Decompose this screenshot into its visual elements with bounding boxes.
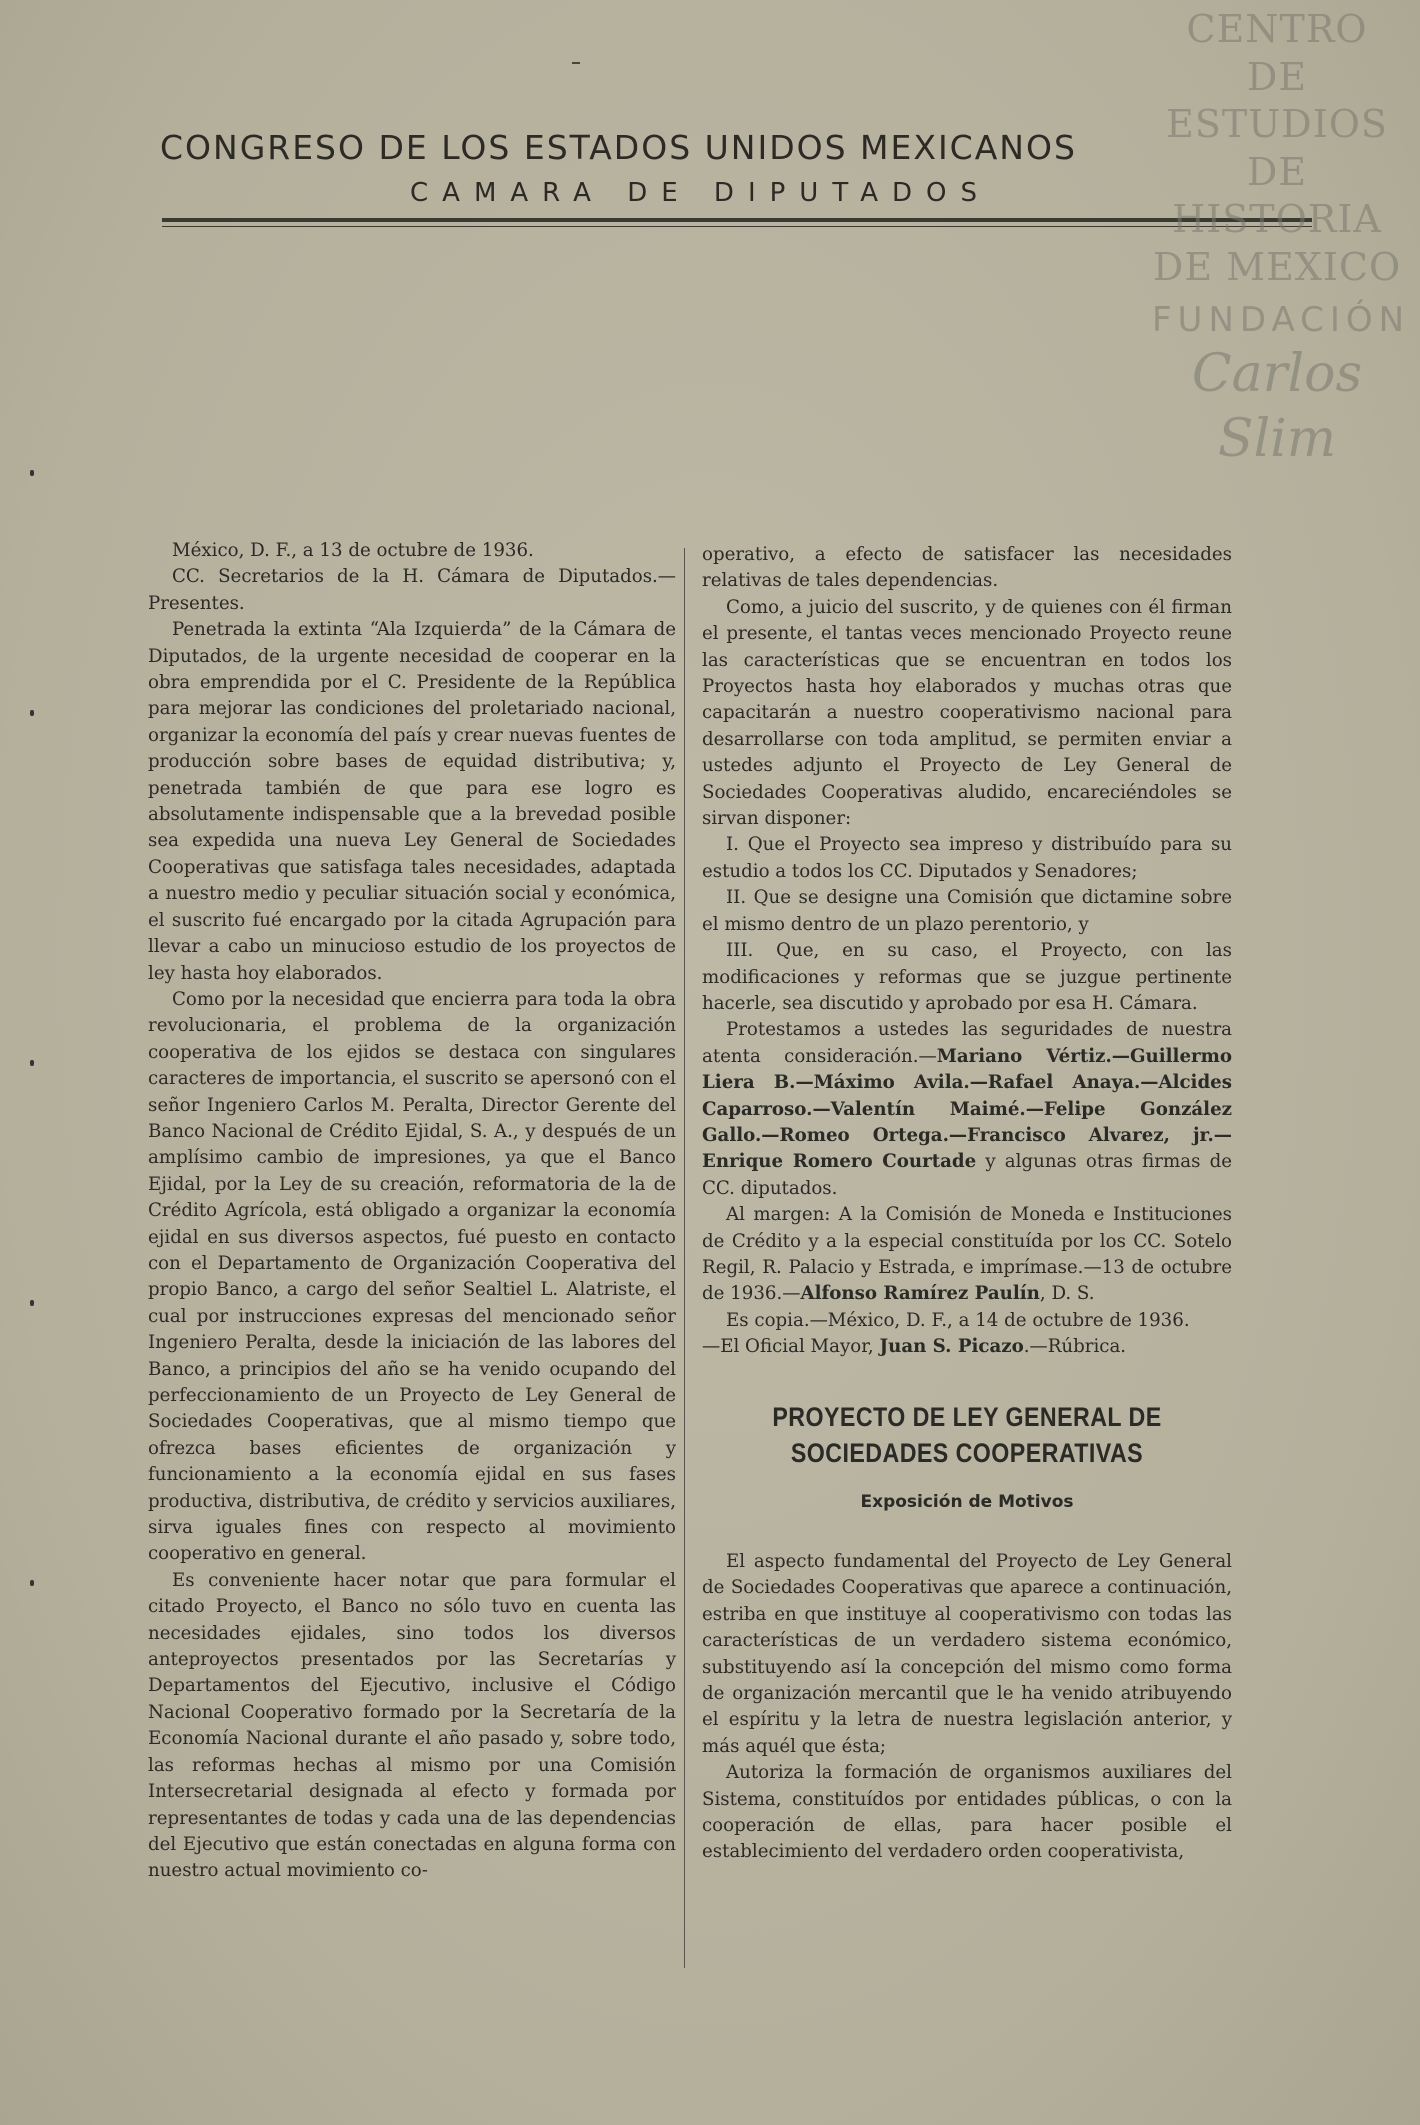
letter-date: México, D. F., a 13 de octubre de 1936. (172, 540, 534, 561)
left-column (148, 538, 676, 1885)
closing-paragraph (702, 1017, 1232, 1202)
header-rule (162, 218, 1312, 222)
header-rule-thin (162, 226, 1312, 227)
column-divider (684, 548, 685, 1968)
letter-salutation: CC. Secretarios de la H. Cámara de Diputados.— Presentes. (148, 566, 676, 614)
signature-name: Juan S. Picazo (879, 1336, 1024, 1358)
page-mark (572, 62, 580, 64)
watermark-line: ESTUDIOS (1166, 102, 1388, 146)
signature-line (702, 1334, 1232, 1360)
paragraph: Es conveniente hacer notar que para formular el citado Proyecto, el Banco no sólo tuvo en cuenta las necesidades ejidales, sino todos los diversos anteproyectos presentados por las Secretarías y Departamentos del Ejecutivo, inclusive el Código Nacional Cooperativo formado por la Secretaría de la Economía Nacional durante el año pasado y, sobre todo, las reformas hechas al mismo por una Comisión Intersecretarial designada al efecto y formada por representantes de todas y cada una de las dependencias del Ejecutivo que están conectadas en alguna forma con nuestro actual movimiento co- (148, 1569, 676, 1882)
paragraph: Como por la necesidad que encierra para toda la obra revolucionaria, el problema de la organización cooperativa de los ejidos se destaca con singulares caracteres de importancia, el suscrito se apersonó con el señor Ingeniero Carlos M. Peralta, Director Gerente del Banco Nacional de Crédito Ejidal, S. A., y después de un amplísimo cambio de impresiones, ya que el Banco Ejidal, por la Ley de su creación, reformatoria de la de Crédito Agrícola, está obligado a organizar la economía ejidal en sus diversos aspectos, fué puesto en contacto con el Departamento de Organización Cooperativa del propio Banco, a cargo del señor Sealtiel L. Alatriste, el cual por instrucciones expresas del mencionado señor Ingeniero Peralta, desde la iniciación de las labores del Banco, a principios del año se ha venido ocupando del perfeccionamiento de un Proyecto de Ley General de Sociedades Cooperativas, que al mismo tiempo que ofrezca bases eficientes de organización y funcionamiento a la economía ejidal en sus fases productiva, distributiva, de crédito y servicios auxiliares, sirva iguales fines con respecto al movimiento cooperativo en general. (148, 988, 676, 1565)
margin-mark (30, 470, 34, 476)
watermark-line: CENTRO DE (1186, 7, 1368, 99)
paragraph: operativo, a efecto de satisfacer las necesidades relativas de tales dependencias. (702, 544, 1232, 592)
margin-mark (30, 1300, 34, 1306)
section-title: PROYECTO DE LEY GENERAL DE SOCIEDADES COOPERATIVAS (772, 1401, 1162, 1468)
signatories: Mariano Vértiz.—Guillermo Liera B.—Máximo Avila.—Rafael Anaya.—Alcides Caparroso.—Valentín Maimé.—Felipe González Gallo.—Romeo Ortega.—Francisco Alvarez, jr.—Enrique Romero Courtade (702, 1045, 1232, 1173)
watermark-line: DE MEXICO (1152, 244, 1402, 289)
closing-text-end: y algunas otras firmas de CC. diputados. (702, 1151, 1232, 1199)
margin-mark (30, 1580, 34, 1586)
paragraph: Autoriza la formación de organismos auxiliares del Sistema, constituídos por entidades públicas, o con la cooperación de ellas, para hacer posible el establecimiento del verdadero orden cooperativista, (702, 1762, 1232, 1863)
margin-mark (30, 710, 34, 716)
list-item: I. Que el Proyecto sea impreso y distribuído para su estudio a todos los CC. Diputados y Senadores; (702, 834, 1232, 882)
margin-note-text: Al margen: A la Comisión de Moneda e Instituciones de Crédito y a la especial constituída por los CC. Sotelo Regil, R. Palacio y Estrada, e imprímase.—13 de octubre de 1936.— (702, 1204, 1232, 1305)
margin-note-end: , D. S. (1039, 1283, 1095, 1305)
paragraph: El aspecto fundamental del Proyecto de Ley General de Sociedades Cooperativas que aparece a continuación, estriba en que instituye al cooperativismo con todas las características de un verdadero sistema económico, substituyendo así la concepción del mismo como forma de organización mercantil que le ha venido atribuyendo el espíritu y la letra de nuestra legislación anterior, y más aquél que ésta; (702, 1551, 1232, 1757)
margin-note (702, 1202, 1232, 1308)
archive-watermark (1152, 6, 1411, 472)
signature-end: .—Rúbrica. (1023, 1336, 1127, 1358)
paragraph: Penetrada la extinta “Ala Izquierda” de la Cámara de Diputados, de la urgente necesidad de cooperar en la obra emprendida por el C. Presidente de la República para mejorar las condiciones del proletariado nacional, organizar la economía del país y crear nuevas fuentes de producción sobre bases de equidad distributiva; y, penetrada también de que para ese logro es absolutamente indispensable que a la brevedad posible sea expedida una nueva Ley General de Sociedades Cooperativas que satisfaga tales necesidades, adaptada a nuestro medio y peculiar situación social y económica, el suscrito fué encargado por la citada Agrupación para llevar a cabo un minucioso estudio de los proyectos de ley hasta hoy elaborados. (148, 619, 676, 984)
paragraph: Como, a juicio del suscrito, y de quienes con él firman el presente, el tantas veces mencionado Proyecto reune las características que se encuentran en todos los Proyectos hasta hoy elaborados y muchas otras que capacitarán a nuestro cooperativismo nacional para desarrollarse con toda amplitud, se permiten enviar a ustedes adjunto el Proyecto de Ley General de Sociedades Cooperativas aludido, encareciéndoles se sirvan disponer: (702, 596, 1232, 830)
list-item: III. Que, en su caso, el Proyecto, con las modificaciones y reformas que se juzgue pertinente hacerle, sea discutido y aprobado por esa H. Cámara. (702, 940, 1232, 1014)
closing-text: Protestamos a ustedes las seguridades de nuestra atenta consideración.— (702, 1019, 1232, 1067)
header-congress: CONGRESO DE LOS ESTADOS UNIDOS MEXICANOS (160, 128, 1077, 167)
watermark-line: FUNDACIÓN (1152, 300, 1411, 340)
right-column (702, 542, 1232, 1866)
signature-text: —El Oficial Mayor, (702, 1336, 880, 1358)
watermark-signature: Carlos Slim (1191, 343, 1363, 469)
list-item: II. Que se designe una Comisión que dictamine sobre el mismo dentro de un plazo perentorio, y (702, 887, 1232, 935)
copy-note: Es copia.—México, D. F., a 14 de octubre de 1936. (726, 1309, 1190, 1331)
margin-note-signer: Alfonso Ramírez Paulín (800, 1283, 1040, 1305)
watermark-line: DE HISTORIA (1172, 149, 1382, 241)
margin-mark (30, 1060, 34, 1066)
section-subtitle: Exposición de Motivos (860, 1491, 1074, 1512)
header-chamber: CAMARA DE DIPUTADOS (410, 178, 991, 208)
